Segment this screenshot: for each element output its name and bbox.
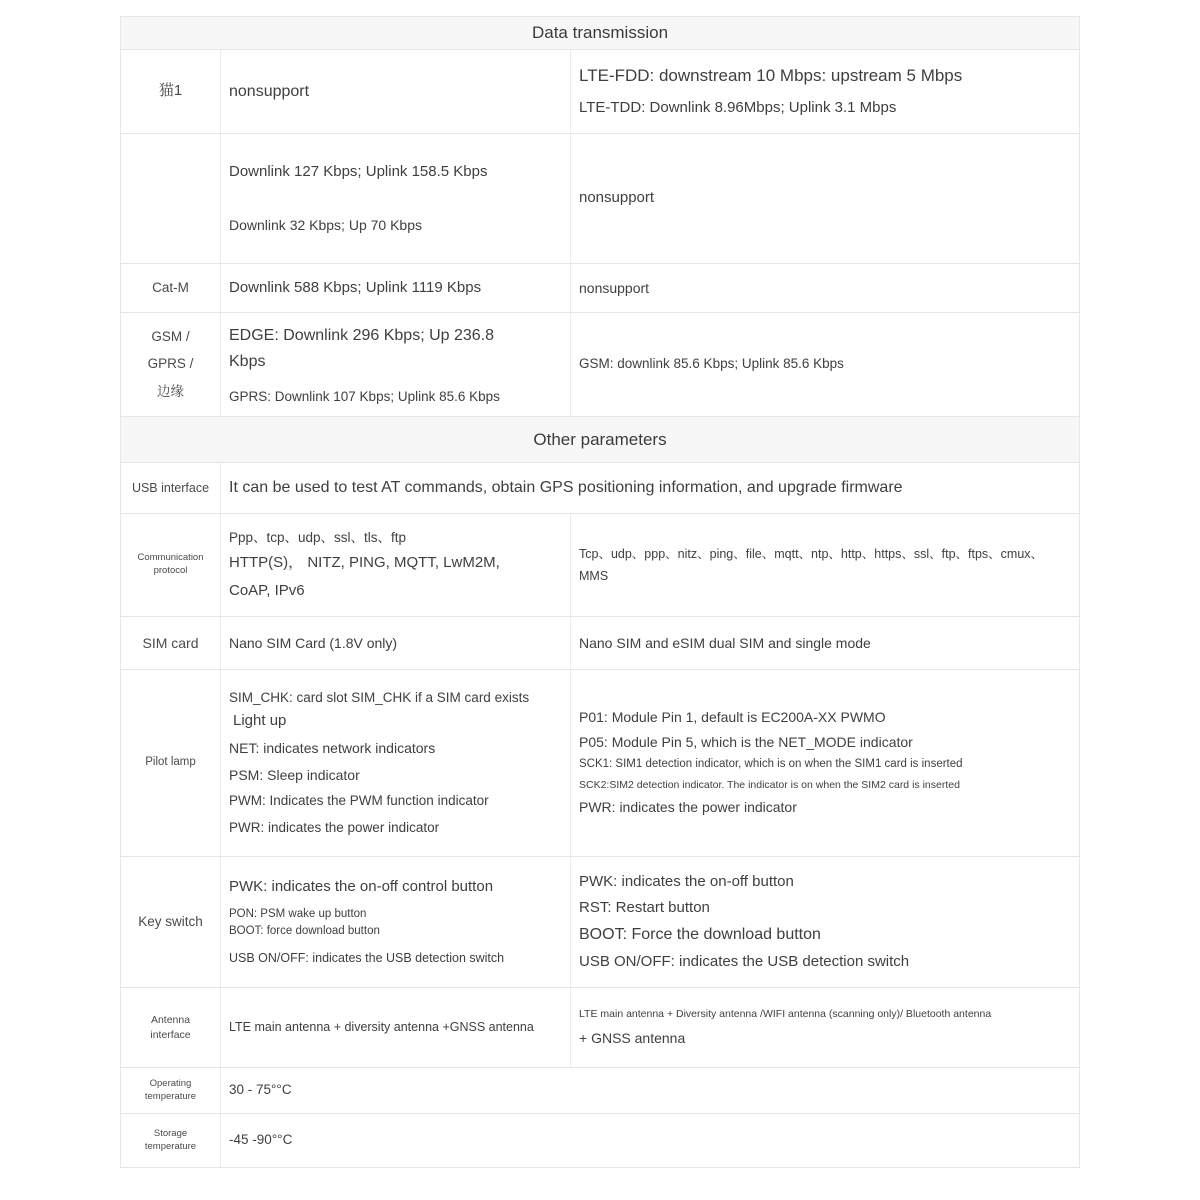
key-label-cell [121, 857, 221, 987]
spec-value: Nano SIM and eSIM dual SIM and single mode [579, 634, 871, 651]
key-right-cell [571, 857, 1079, 987]
spec-value: nonsupport [579, 189, 655, 207]
section-header-data-transmission [121, 17, 1079, 50]
spec-value: USB ON/OFF: indicates the USB detection switch [229, 950, 505, 965]
catm-right-cell [571, 264, 1079, 312]
spec-value: RST: Restart button [579, 899, 710, 917]
spec-value: PWR: indicates the power indicator [579, 799, 797, 816]
spec-value: P01: Module Pin 1, default is EC200A-XX PWMO [579, 708, 886, 725]
section-header-other-parameters [121, 417, 1079, 463]
pilot-left-cell [221, 670, 571, 856]
row-label: 猫1 [158, 82, 183, 100]
spec-value: Nano SIM Card (1.8V only) [229, 634, 398, 651]
pilot-label-cell [121, 670, 221, 856]
row-label: USB interface [131, 480, 210, 495]
spec-value: Downlink 32 Kbps; Up 70 Kbps [229, 216, 422, 233]
spec-value: -45 -90°°C [229, 1132, 293, 1148]
row-label: 边缘 [157, 383, 184, 399]
gsm-left-cell [221, 313, 571, 416]
key-left-cell [221, 857, 571, 987]
storetemp-label-cell [121, 1114, 221, 1167]
spec-value: USB ON/OFF: indicates the USB detection switch [579, 952, 910, 970]
pilot-right-cell [571, 670, 1079, 856]
spec-value: LTE main antenna + diversity antenna +GNSS antenna [229, 1020, 534, 1035]
spec-value: SIM_CHK: card slot SIM_CHK if a SIM card exists [229, 690, 530, 706]
spec-value: EDGE: Downlink 296 Kbps; Up 236.8 Kbps [229, 326, 495, 370]
antenna-label-cell [121, 988, 221, 1067]
storetemp-span-cell [221, 1114, 1079, 1167]
spec-value: Downlink 127 Kbps; Uplink 158.5 Kbps [229, 163, 488, 181]
spec-value: PWR: indicates the power indicator [229, 819, 440, 835]
spec-value: PSM: Sleep indicator [229, 766, 360, 783]
spec-value: + GNSS antenna [579, 1029, 686, 1046]
row-storage-temperature [121, 1114, 1079, 1167]
spec-value: Tcp、udp、ppp、nitz、ping、file、mqtt、ntp、http、https、ssl、ftp、ftps、cmux、MMS [579, 546, 1044, 583]
spec-value: SCK2:SIM2 detection indicator. The indicator is on when the SIM2 card is inserted [579, 778, 960, 791]
row-label: Communication protocol [137, 552, 204, 576]
spec-value: GSM: downlink 85.6 Kbps; Uplink 85.6 Kbps [579, 356, 844, 372]
spec-value: LTE main antenna + Diversity antenna /WIFI antenna (scanning only)/ Bluetooth antenna [579, 1008, 992, 1021]
antenna-right-cell [571, 988, 1079, 1067]
optemp-label-cell [121, 1068, 221, 1113]
section-title: Other parameters [533, 429, 667, 449]
row-label: Cat-M [152, 279, 189, 295]
row-label: Pilot lamp [145, 756, 196, 769]
spec-value: Light up [233, 712, 287, 730]
row-label: Key switch [138, 913, 203, 929]
comm-right-cell [571, 514, 1079, 616]
spec-value: GPRS: Downlink 107 Kbps; Uplink 85.6 Kbps [229, 389, 500, 405]
row-operating-temperature [121, 1068, 1079, 1114]
spec-value: nonsupport [229, 82, 310, 100]
row-sim-card [121, 617, 1079, 670]
row-label: GSM / [151, 329, 190, 345]
spec-value: PON: PSM wake up button [229, 907, 367, 920]
usb-span-cell [221, 463, 1079, 513]
cat1-right-cell [571, 50, 1079, 133]
row-gsm-gprs-edge [121, 313, 1079, 417]
row-label: Storage temperature [144, 1127, 197, 1152]
catm-left-cell [221, 264, 571, 312]
row-label: SIM card [142, 634, 199, 651]
spec-value: It can be used to test AT commands, obtain GPS positioning information, and upgrade firmware [229, 479, 903, 497]
row-pilot-lamp [121, 670, 1079, 857]
spec-value: HTTP(S)， NITZ, PING, MQTT, LwM2M, [229, 553, 500, 571]
spec-value: LTE-TDD: Downlink 8.96Mbps; Uplink 3.1 Mbps [579, 98, 897, 116]
row-label: Antenna interface [150, 1014, 191, 1041]
spec-value: NET: indicates network indicators [229, 739, 436, 756]
spec-value: nonsupport [579, 279, 650, 296]
cat1-label-cell [121, 50, 221, 133]
spec-value: SCK1: SIM1 detection indicator, which is on when the SIM1 card is inserted [579, 758, 963, 771]
spec-value: Ppp、tcp、udp、ssl、tls、ftp [229, 529, 407, 545]
cat1-left-cell [221, 50, 571, 133]
row-usb-interface [121, 463, 1079, 514]
row-cat-m [121, 264, 1079, 313]
row-communication-protocol [121, 514, 1079, 617]
optemp-span-cell [221, 1068, 1079, 1113]
row-antenna-interface [121, 988, 1079, 1068]
comm-label-cell [121, 514, 221, 616]
comm-left-cell [221, 514, 571, 616]
spec-value: 30 - 75°°C [229, 1082, 292, 1098]
row-label: GPRS / [147, 356, 194, 372]
spec-value: P05: Module Pin 5, which is the NET_MODE indicator [579, 733, 913, 750]
sim-right-cell [571, 617, 1079, 669]
antenna-left-cell [221, 988, 571, 1067]
row-unlabeled-rates [121, 134, 1079, 264]
unlabeled-left-cell [221, 134, 571, 263]
spec-value: BOOT: Force the download button [579, 926, 821, 944]
spec-value: PWM: Indicates the PWM function indicator [229, 793, 489, 809]
spec-value: PWK: indicates the on-off button [579, 872, 794, 890]
spec-value: BOOT: force download button [229, 925, 380, 938]
row-key-switch [121, 857, 1079, 988]
spec-value: PWK: indicates the on-off control button [229, 878, 494, 896]
unlabeled-right-cell [571, 134, 1079, 263]
spec-value: LTE-FDD: downstream 10 Mbps: upstream 5 Mbps [579, 65, 963, 85]
gsm-right-cell [571, 313, 1079, 416]
gsm-label-cell [121, 313, 221, 416]
usb-label-cell [121, 463, 221, 513]
unlabeled-label-cell [121, 134, 221, 263]
spec-table [120, 16, 1080, 1168]
section-title: Data transmission [531, 23, 669, 42]
spec-value: CoAP, IPv6 [229, 582, 305, 600]
catm-label-cell [121, 264, 221, 312]
row-cat1 [121, 50, 1079, 134]
sim-left-cell [221, 617, 571, 669]
row-label: Operating temperature [144, 1077, 197, 1102]
spec-value: Downlink 588 Kbps; Uplink 1119 Kbps [229, 278, 482, 296]
sim-label-cell [121, 617, 221, 669]
